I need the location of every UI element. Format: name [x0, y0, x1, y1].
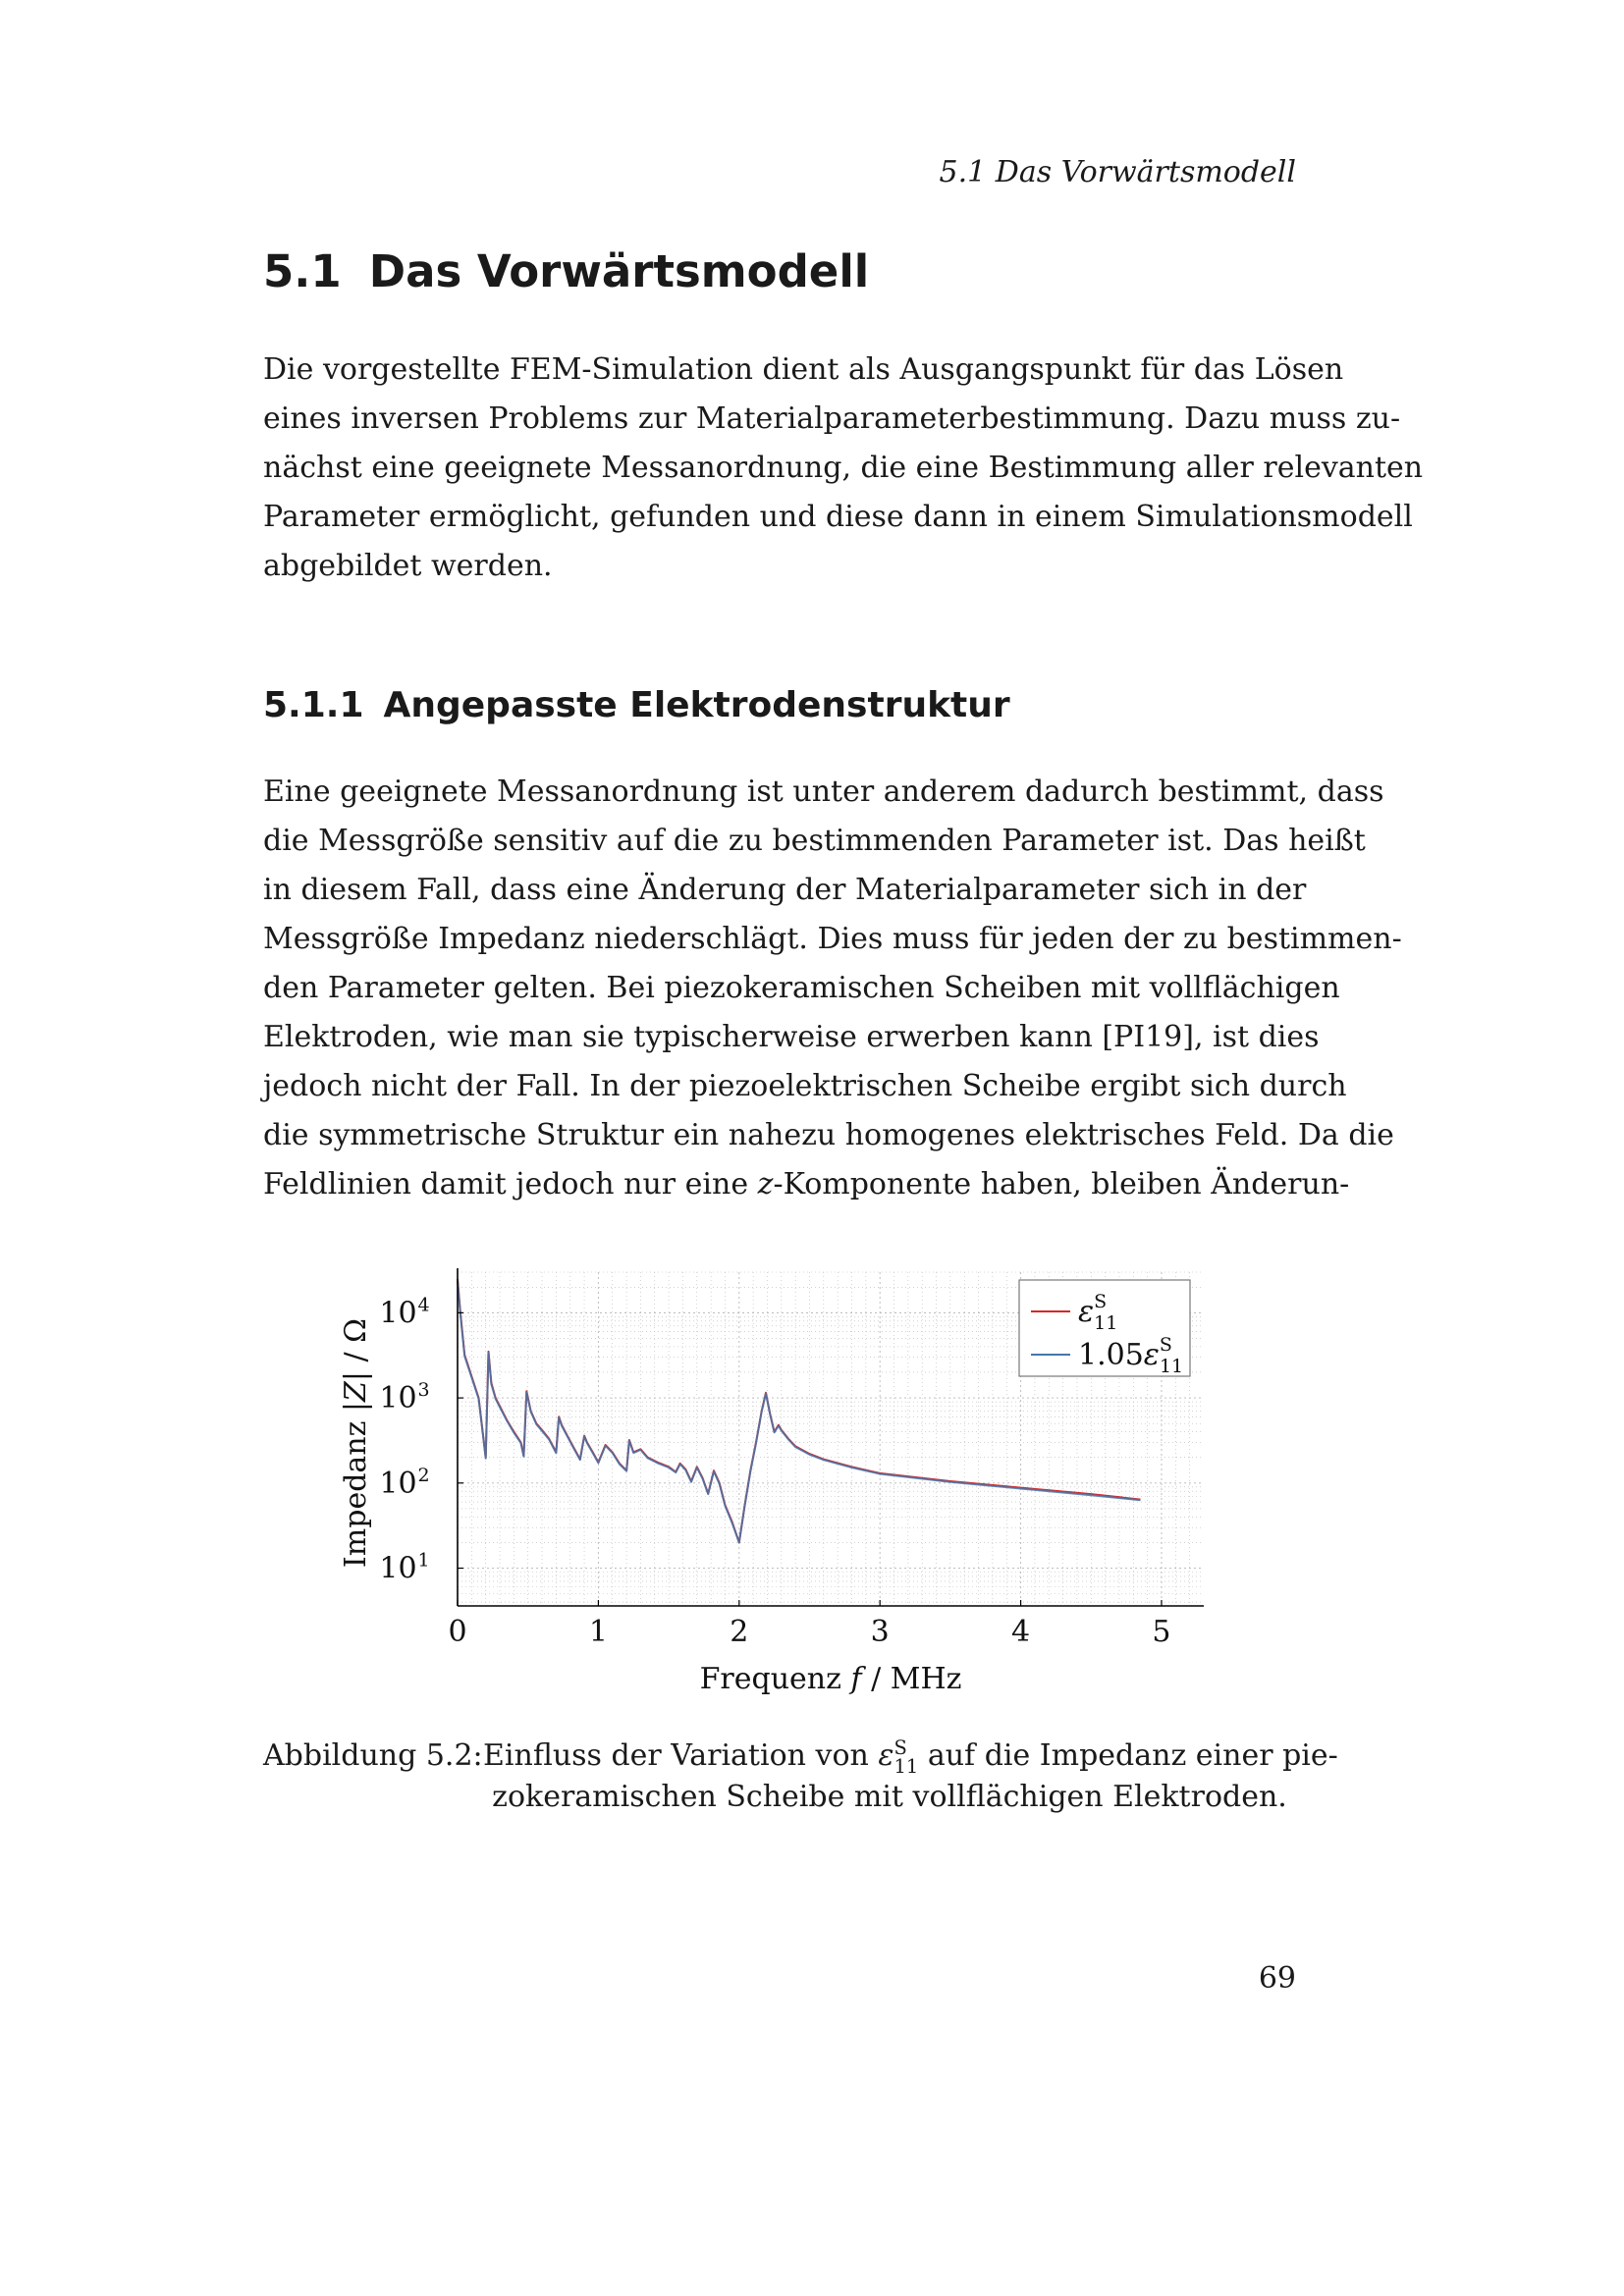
intro-line: nächst eine geeignete Messanordnung, die eine Bestimmung aller relevanten — [263, 451, 1424, 485]
body-line: jedoch nicht der Fall. In der piezoelektrischen Scheibe ergibt sich durch — [263, 1069, 1347, 1103]
body-line: Eine geeignete Messanordnung ist unter anderem dadurch bestimmt, dass — [263, 774, 1384, 809]
running-header: 5.1 Das Vorwärtsmodell — [939, 155, 1296, 189]
legend-symbol: ε — [1078, 1295, 1095, 1329]
body-line: die Messgröße sensitiv auf die zu bestimmenden Parameter ist. Das heißt — [263, 824, 1366, 858]
impedance-chart — [314, 1256, 1247, 1708]
x-axis-label-unit: / MHz — [861, 1662, 962, 1696]
legend-symbol-sub: 11 — [1159, 1356, 1184, 1377]
legend-symbol: ε — [1143, 1338, 1160, 1372]
body-line-last — [263, 1160, 1350, 1209]
caption-symbol: ε — [878, 1738, 894, 1773]
y-tick-label: $10^2$ — [379, 1464, 430, 1501]
caption-line-2: zokeramischen Scheibe mit vollflächigen Elektroden. — [492, 1780, 1287, 1814]
x-tick-label: 5 — [1152, 1615, 1171, 1649]
intro-line: abgebildet werden. — [263, 549, 553, 583]
legend-symbol-sup: S — [1159, 1334, 1172, 1356]
body-line: Elektroden, wie man sie typischerweise erwerben kann [PI19], ist dies — [263, 1020, 1320, 1054]
impedance-figure — [314, 1256, 1247, 1708]
caption-body — [483, 1735, 1338, 1818]
caption-label: Abbildung 5.2: — [263, 1738, 483, 1773]
intro-line: eines inversen Problems zur Materialparameterbestimmung. Dazu muss zu- — [263, 401, 1401, 436]
section-number: 5.1 — [263, 245, 342, 297]
subsection-heading — [263, 685, 1010, 725]
y-axis-label-var: |Z| — [339, 1370, 373, 1413]
page-number: 69 — [1258, 1961, 1296, 1996]
x-tick-label: 4 — [1011, 1615, 1031, 1649]
body-text: -Komponente haben, bleiben Änderun- — [773, 1167, 1350, 1201]
legend-symbol-sup: S — [1094, 1291, 1108, 1312]
body-line: die symmetrische Struktur ein nahezu homogenes elektrisches Feld. Da die — [263, 1118, 1394, 1152]
x-tick-label: 3 — [870, 1615, 890, 1649]
y-tick-exponent: 4 — [417, 1294, 430, 1316]
body-line: Messgröße Impedanz niederschlägt. Dies muss für jeden der zu bestimmen- — [263, 922, 1402, 956]
section-heading — [263, 245, 869, 297]
y-axis-label — [339, 1318, 373, 1568]
subsection-number: 5.1.1 — [263, 685, 364, 725]
legend — [1019, 1280, 1190, 1377]
caption-symbol-sup: S — [893, 1735, 907, 1759]
caption-text: auf die Impedanz einer pie- — [918, 1738, 1338, 1773]
legend-entry — [1078, 1334, 1183, 1377]
body-line: in diesem Fall, dass eine Änderung der Materialparameter sich in der — [263, 873, 1307, 907]
y-tick-exponent: 1 — [417, 1549, 430, 1572]
x-tick-label: 0 — [448, 1615, 467, 1649]
subsection-title: Angepasste Elektrodenstruktur — [383, 685, 1010, 725]
intro-line: Parameter ermöglicht, gefunden und diese dann in einem Simulationsmodell — [263, 500, 1413, 534]
electrode-paragraph — [263, 768, 1402, 1209]
axis-labels — [339, 1318, 961, 1696]
caption-text: Einfluss der Variation von — [483, 1738, 879, 1773]
intro-paragraph — [263, 346, 1424, 591]
x-tick-label: 2 — [730, 1615, 749, 1649]
legend-symbol-sub: 11 — [1094, 1312, 1118, 1334]
y-axis-label-text: Impedanz — [339, 1412, 373, 1569]
x-axis-label-var: f — [850, 1662, 862, 1696]
y-tick-label: $10^3$ — [379, 1379, 430, 1416]
x-axis-label — [700, 1662, 962, 1696]
y-tick-label: $10^1$ — [379, 1549, 430, 1586]
y-tick-label: $10^4$ — [379, 1294, 430, 1331]
x-tick-label: 1 — [588, 1615, 608, 1649]
body-text: Feldlinien damit jedoch nur eine — [263, 1167, 758, 1201]
math-variable: z — [757, 1167, 774, 1201]
intro-line: Die vorgestellte FEM-Simulation dient als Ausgangspunkt für das Lösen — [263, 352, 1344, 387]
caption-line-1 — [483, 1735, 1338, 1778]
x-axis-label-text: Frequenz — [699, 1662, 851, 1696]
y-tick-exponent: 3 — [417, 1379, 430, 1402]
caption-symbol-sub: 11 — [893, 1755, 919, 1778]
y-axis-label-unit: / Ω — [339, 1317, 373, 1371]
section-title: Das Vorwärtsmodell — [368, 245, 870, 297]
legend-prefix: 1.05 — [1078, 1338, 1144, 1372]
body-line: den Parameter gelten. Bei piezokeramischen Scheiben mit vollflächigen — [263, 971, 1340, 1005]
y-tick-exponent: 2 — [417, 1464, 430, 1486]
